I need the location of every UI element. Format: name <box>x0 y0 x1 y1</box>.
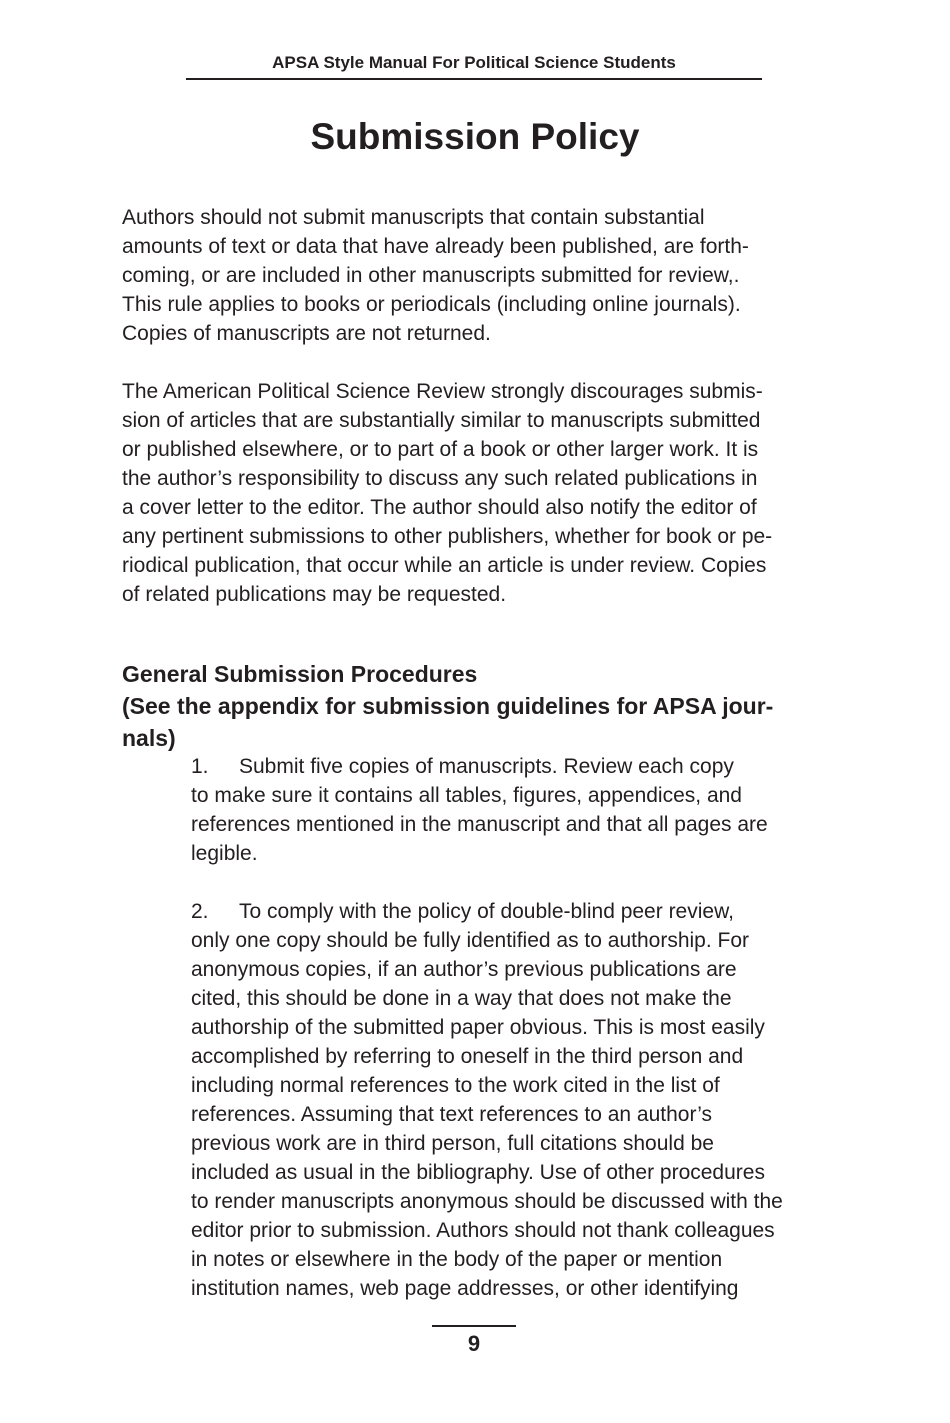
list-item-number: 1. <box>191 755 209 778</box>
paragraph-apsr-policy: The American Political Science Review strongly discourages submis- sion of articles that are substantially similar to manuscripts submitted or published elsewhere, or to part of a book or other larger work. It is the author’s responsibility to discuss any such related publications in a cover letter to the editor. The author should also notify the editor of any pertinent submissions to other publishers, whether for book or pe- riodical publication, that occur while an article is under review. Copies of related publications may be requested. <box>122 380 773 606</box>
list-item-text: To comply with the policy of double-blind peer review, only one copy should be fully identified as to authorship. For anonymous copies, if an author’s previous publications are cited, this should be done in a way that does not make the authorship of the submitted paper obvious. This is most easily accomplished by referring to oneself in the third person and including normal references to the work cited in the list of references. Assuming that text references to an author’s previous work are in third person, full citations should be included as usual in the bibliography. Use of other procedures to render manuscripts anonymous should be discussed with the editor prior to submission. Authors should not thank colleagues in notes or elsewhere in the body of the paper or mention institution names, web page addresses, or other identifying <box>191 900 783 1300</box>
running-head: APSA Style Manual For Political Science Students <box>272 53 676 72</box>
header-rule <box>186 78 762 80</box>
section-heading-general-procedures: General Submission Procedures (See the appendix for submission guidelines for APSA jour- nals) <box>122 661 774 751</box>
paragraph-submission-rule: Authors should not submit manuscripts that contain substantial amounts of text or data that have already been published, are forth- coming, or are included in other manuscripts submitted for review,. This rule applies to books or periodicals (including online journals). Copies of manuscripts are not returned. <box>122 206 749 345</box>
list-item-number: 2. <box>191 900 209 923</box>
page-number: 9 <box>467 1331 481 1356</box>
page-title: Submission Policy <box>310 116 640 157</box>
list-item <box>191 897 841 1303</box>
list-item-text: Submit five copies of manuscripts. Review each copy to make sure it contains all tables, figures, appendices, and references mentioned in the manuscript and that all pages are legible. <box>191 755 768 865</box>
list-item <box>191 752 841 868</box>
footer-rule <box>432 1325 516 1327</box>
